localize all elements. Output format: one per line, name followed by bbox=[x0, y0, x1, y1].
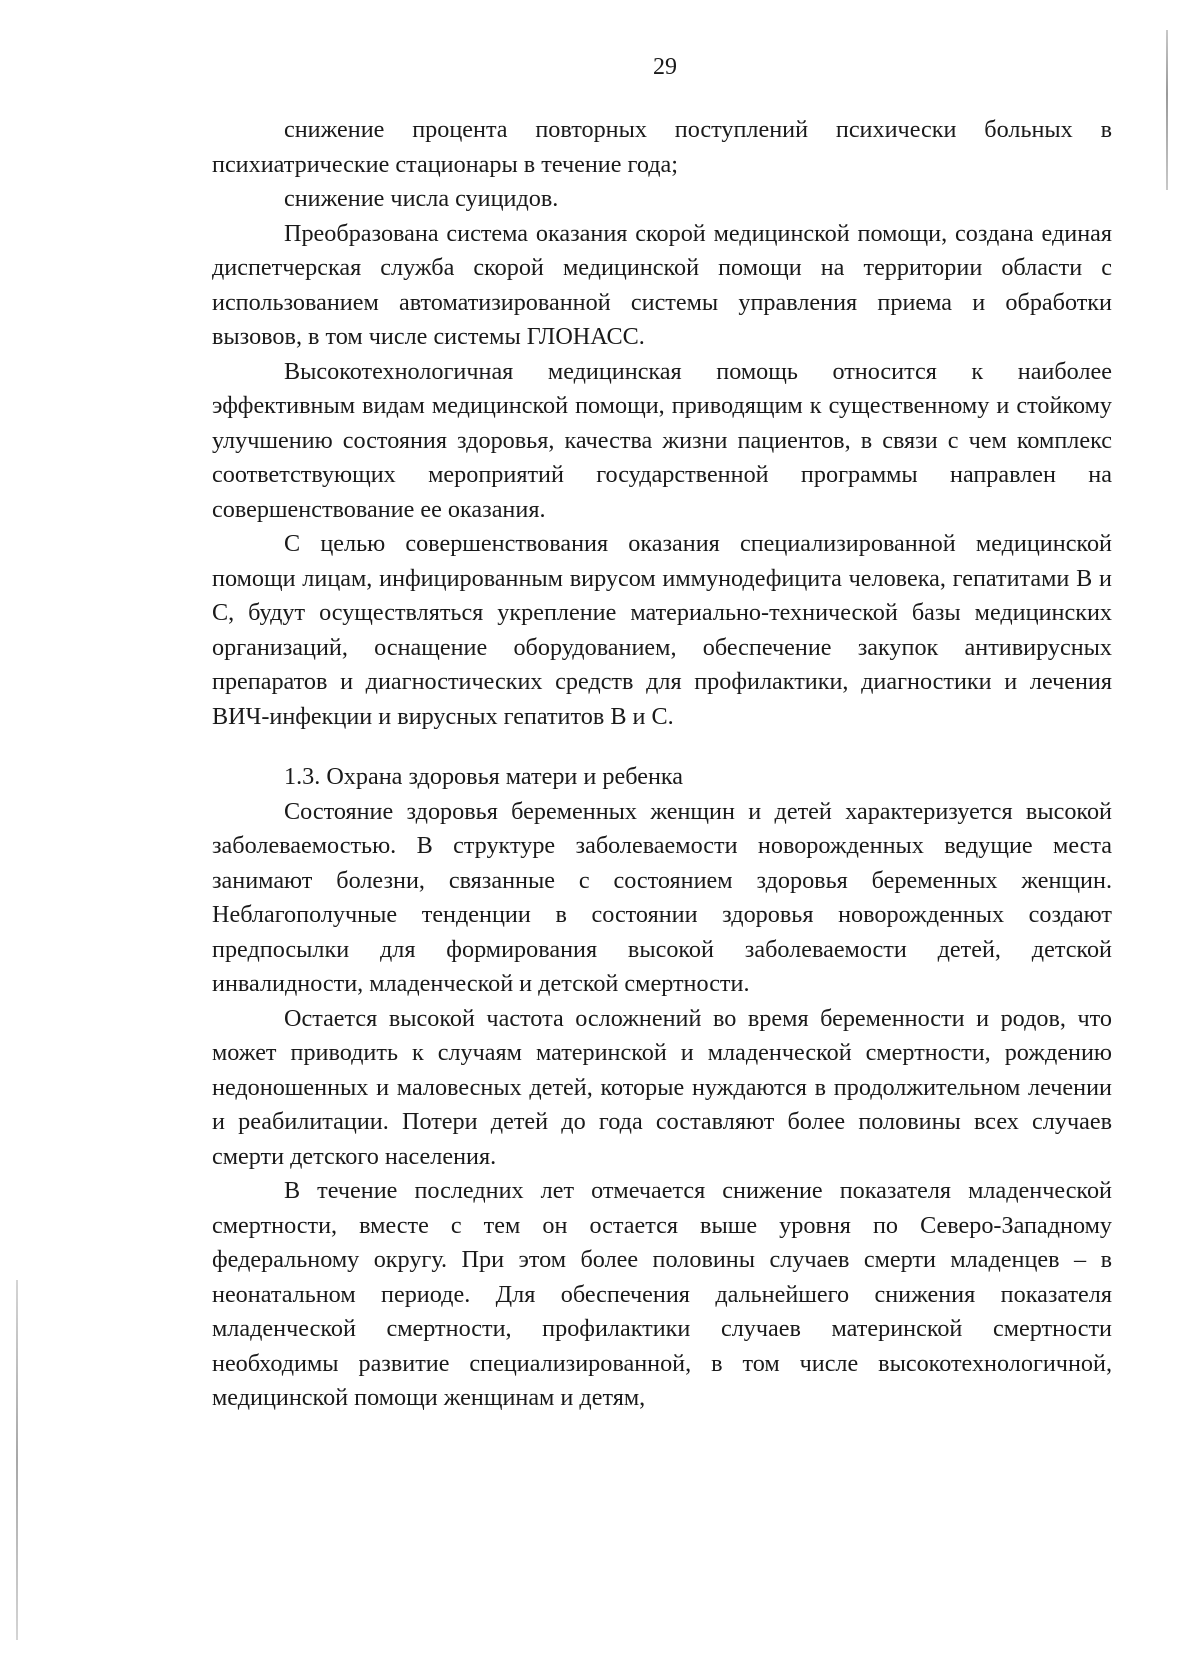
section-paragraph: Состояние здоровья беременных женщин и детей характеризуется высокой заболеваемостью. В структуре заболеваемости новорожденных ведущие места занимают болезни, связанные с состоянием здоровья беременных женщин. Неблагополучные тенденции в состоянии здоровья новорожденных создают предпосылки для формирования высокой заболеваемости детей, детской инвалидности, младенческой и детской смертности. bbox=[212, 797, 1112, 997]
paragraph: Преобразована система оказания скорой медицинской помощи, создана единая диспетчерская служба скорой медицинской помощи на территории области с использованием автоматизированной системы управления приема и обработки вызовов, в том числе системы ГЛОНАСС. bbox=[212, 219, 1112, 350]
document-body bbox=[212, 113, 1112, 1416]
paragraph: Высокотехнологичная медицинская помощь относится к наиболее эффективным видам медицинской помощи, приводящим к существенному и стойкому улучшению состояния здоровья, качества жизни пациентов, в связи с чем комплекс соответствующих мероприятий государственной программы направлен на совершенствование ее оказания. bbox=[212, 357, 1112, 523]
page-number: 29 bbox=[653, 54, 677, 80]
section-heading: 1.3. Охрана здоровья матери и ребенка bbox=[284, 763, 684, 790]
paragraph: снижение процента повторных поступлений психически больных в психиатрические стационары в течение года; bbox=[212, 116, 1112, 178]
paragraph: С целью совершенствования оказания специализированной медицинской помощи лицам, инфицированным вирусом иммунодефицита человека, гепатитами В и С, будут осуществляться укрепление материально-технической базы медицинских организаций, оснащение оборудованием, обеспечение закупок антивирусных препаратов и диагностических средств для профилактики, диагностики и лечения ВИЧ-инфекции и вирусных гепатитов В и С. bbox=[212, 530, 1112, 730]
scan-edge-left bbox=[16, 1280, 18, 1640]
section-paragraph: В течение последних лет отмечается снижение показателя младенческой смертности, вместе с тем он остается выше уровня по Северо-Западному федеральному округу. При этом более половины случаев смерти младенцев – в неонатальном периоде. Для обеспечения дальнейшего снижения показателя младенческой смертности, профилактики случаев материнской смертности необходимы развитие специализированной, в том числе высокотехнологичной, медицинской помощи женщинам и детям, bbox=[212, 1177, 1112, 1411]
paragraph: снижение числа суицидов. bbox=[284, 185, 559, 212]
section-paragraph: Остается высокой частота осложнений во время беременности и родов, что может приводить к случаям материнской и младенческой смертности, рождению недоношенных и маловесных детей, которые нуждаются в продолжительном лечении и реабилитации. Потери детей до года составляют более половины всех случаев смерти детского населения. bbox=[212, 1004, 1112, 1170]
